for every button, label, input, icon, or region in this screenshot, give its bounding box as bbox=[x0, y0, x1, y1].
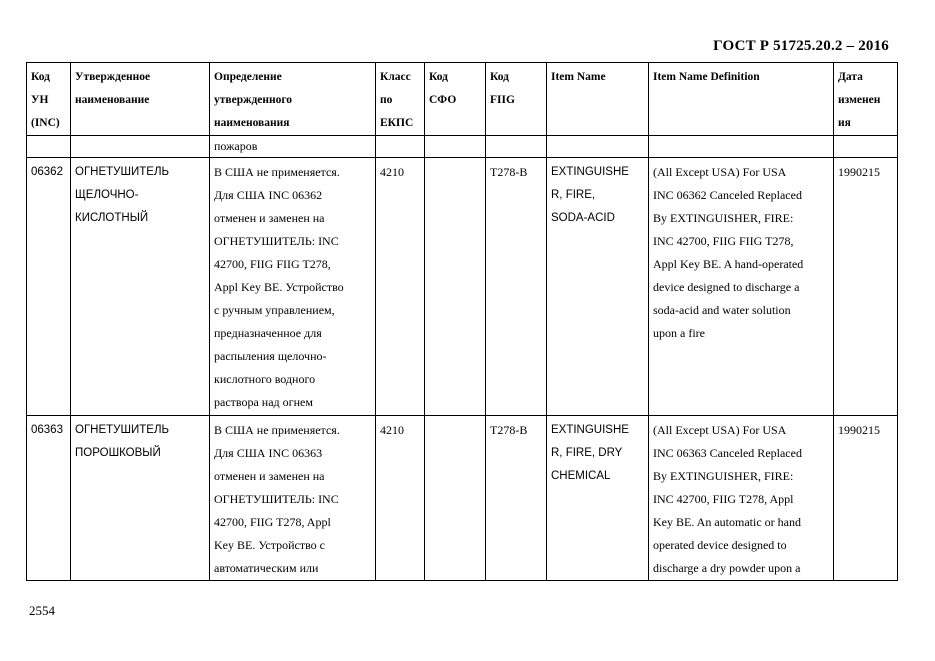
cell-inc: 06363 bbox=[27, 416, 71, 581]
cell-inc bbox=[27, 136, 71, 158]
header-sfo-code: Код СФО bbox=[425, 63, 486, 136]
cell-item-name: EXTINGUISHE R, FIRE, SODA-ACID bbox=[547, 158, 649, 416]
header-name-definition: Определение утвержденного наименования bbox=[210, 63, 376, 136]
header-ekps-class: Класс по ЕКПС bbox=[376, 63, 425, 136]
header-item-name: Item Name bbox=[547, 63, 649, 136]
table-header-row bbox=[27, 63, 898, 136]
cell-sfo bbox=[425, 136, 486, 158]
table-row-continuation bbox=[27, 136, 898, 158]
cell-item-name: EXTINGUISHE R, FIRE, DRY CHEMICAL bbox=[547, 416, 649, 581]
cell-date: 1990215 bbox=[834, 158, 898, 416]
cell-class: 4210 bbox=[376, 158, 425, 416]
catalog-table bbox=[26, 62, 898, 581]
table-row bbox=[27, 416, 898, 581]
cell-class bbox=[376, 136, 425, 158]
header-fiig-code: Код FIIG bbox=[486, 63, 547, 136]
cell-fiig bbox=[486, 136, 547, 158]
cell-name bbox=[71, 136, 210, 158]
table-row bbox=[27, 158, 898, 416]
cell-item-def: (All Except USA) For USA INC 06362 Canceled Replaced By EXTINGUISHER, FIRE: INC 42700, FIIG FIIG T278, Appl Key BE. A hand-operated device designed to discharge a soda-acid and water solution upon a fire bbox=[649, 158, 834, 416]
page-number: 2554 bbox=[29, 603, 55, 618]
cell-item-def: (All Except USA) For USA INC 06363 Canceled Replaced By EXTINGUISHER, FIRE: INC 42700, FIIG T278, Appl Key BE. An automatic or hand operated device designed to discharge a dry powder upon a bbox=[649, 416, 834, 581]
cell-inc: 06362 bbox=[27, 158, 71, 416]
document-title: ГОСТ Р 51725.20.2 – 2016 bbox=[713, 38, 889, 54]
cell-sfo bbox=[425, 416, 486, 581]
cell-item-name bbox=[547, 136, 649, 158]
header-inc-code: Код УН (INC) bbox=[27, 63, 71, 136]
cell-date: 1990215 bbox=[834, 416, 898, 581]
cell-class: 4210 bbox=[376, 416, 425, 581]
cell-fiig: T278-B bbox=[486, 416, 547, 581]
cell-date bbox=[834, 136, 898, 158]
header-item-name-definition: Item Name Definition bbox=[649, 63, 834, 136]
cell-definition: пожаров bbox=[210, 136, 376, 158]
header-change-date: Дата изменен ия bbox=[834, 63, 898, 136]
cell-sfo bbox=[425, 158, 486, 416]
cell-definition: В США не применяется. Для США INC 06362 отменен и заменен на ОГНЕТУШИТЕЛЬ: INC 42700, FIIG FIIG T278, Appl Key BE. Устройство с ручным управлением, предназначенное для распыления щелочно- кислотного водного раствора над огнем bbox=[210, 158, 376, 416]
cell-definition: В США не применяется. Для США INC 06363 отменен и заменен на ОГНЕТУШИТЕЛЬ: INC 42700, FIIG T278, Appl Key BE. Устройство с автоматическим или bbox=[210, 416, 376, 581]
cell-name: ОГНЕТУШИТЕЛЬ ЩЕЛОЧНО- КИСЛОТНЫЙ bbox=[71, 158, 210, 416]
cell-item-def bbox=[649, 136, 834, 158]
header-approved-name: Утвержденное наименование bbox=[71, 63, 210, 136]
cell-fiig: T278-B bbox=[486, 158, 547, 416]
cell-name: ОГНЕТУШИТЕЛЬ ПОРОШКОВЫЙ bbox=[71, 416, 210, 581]
